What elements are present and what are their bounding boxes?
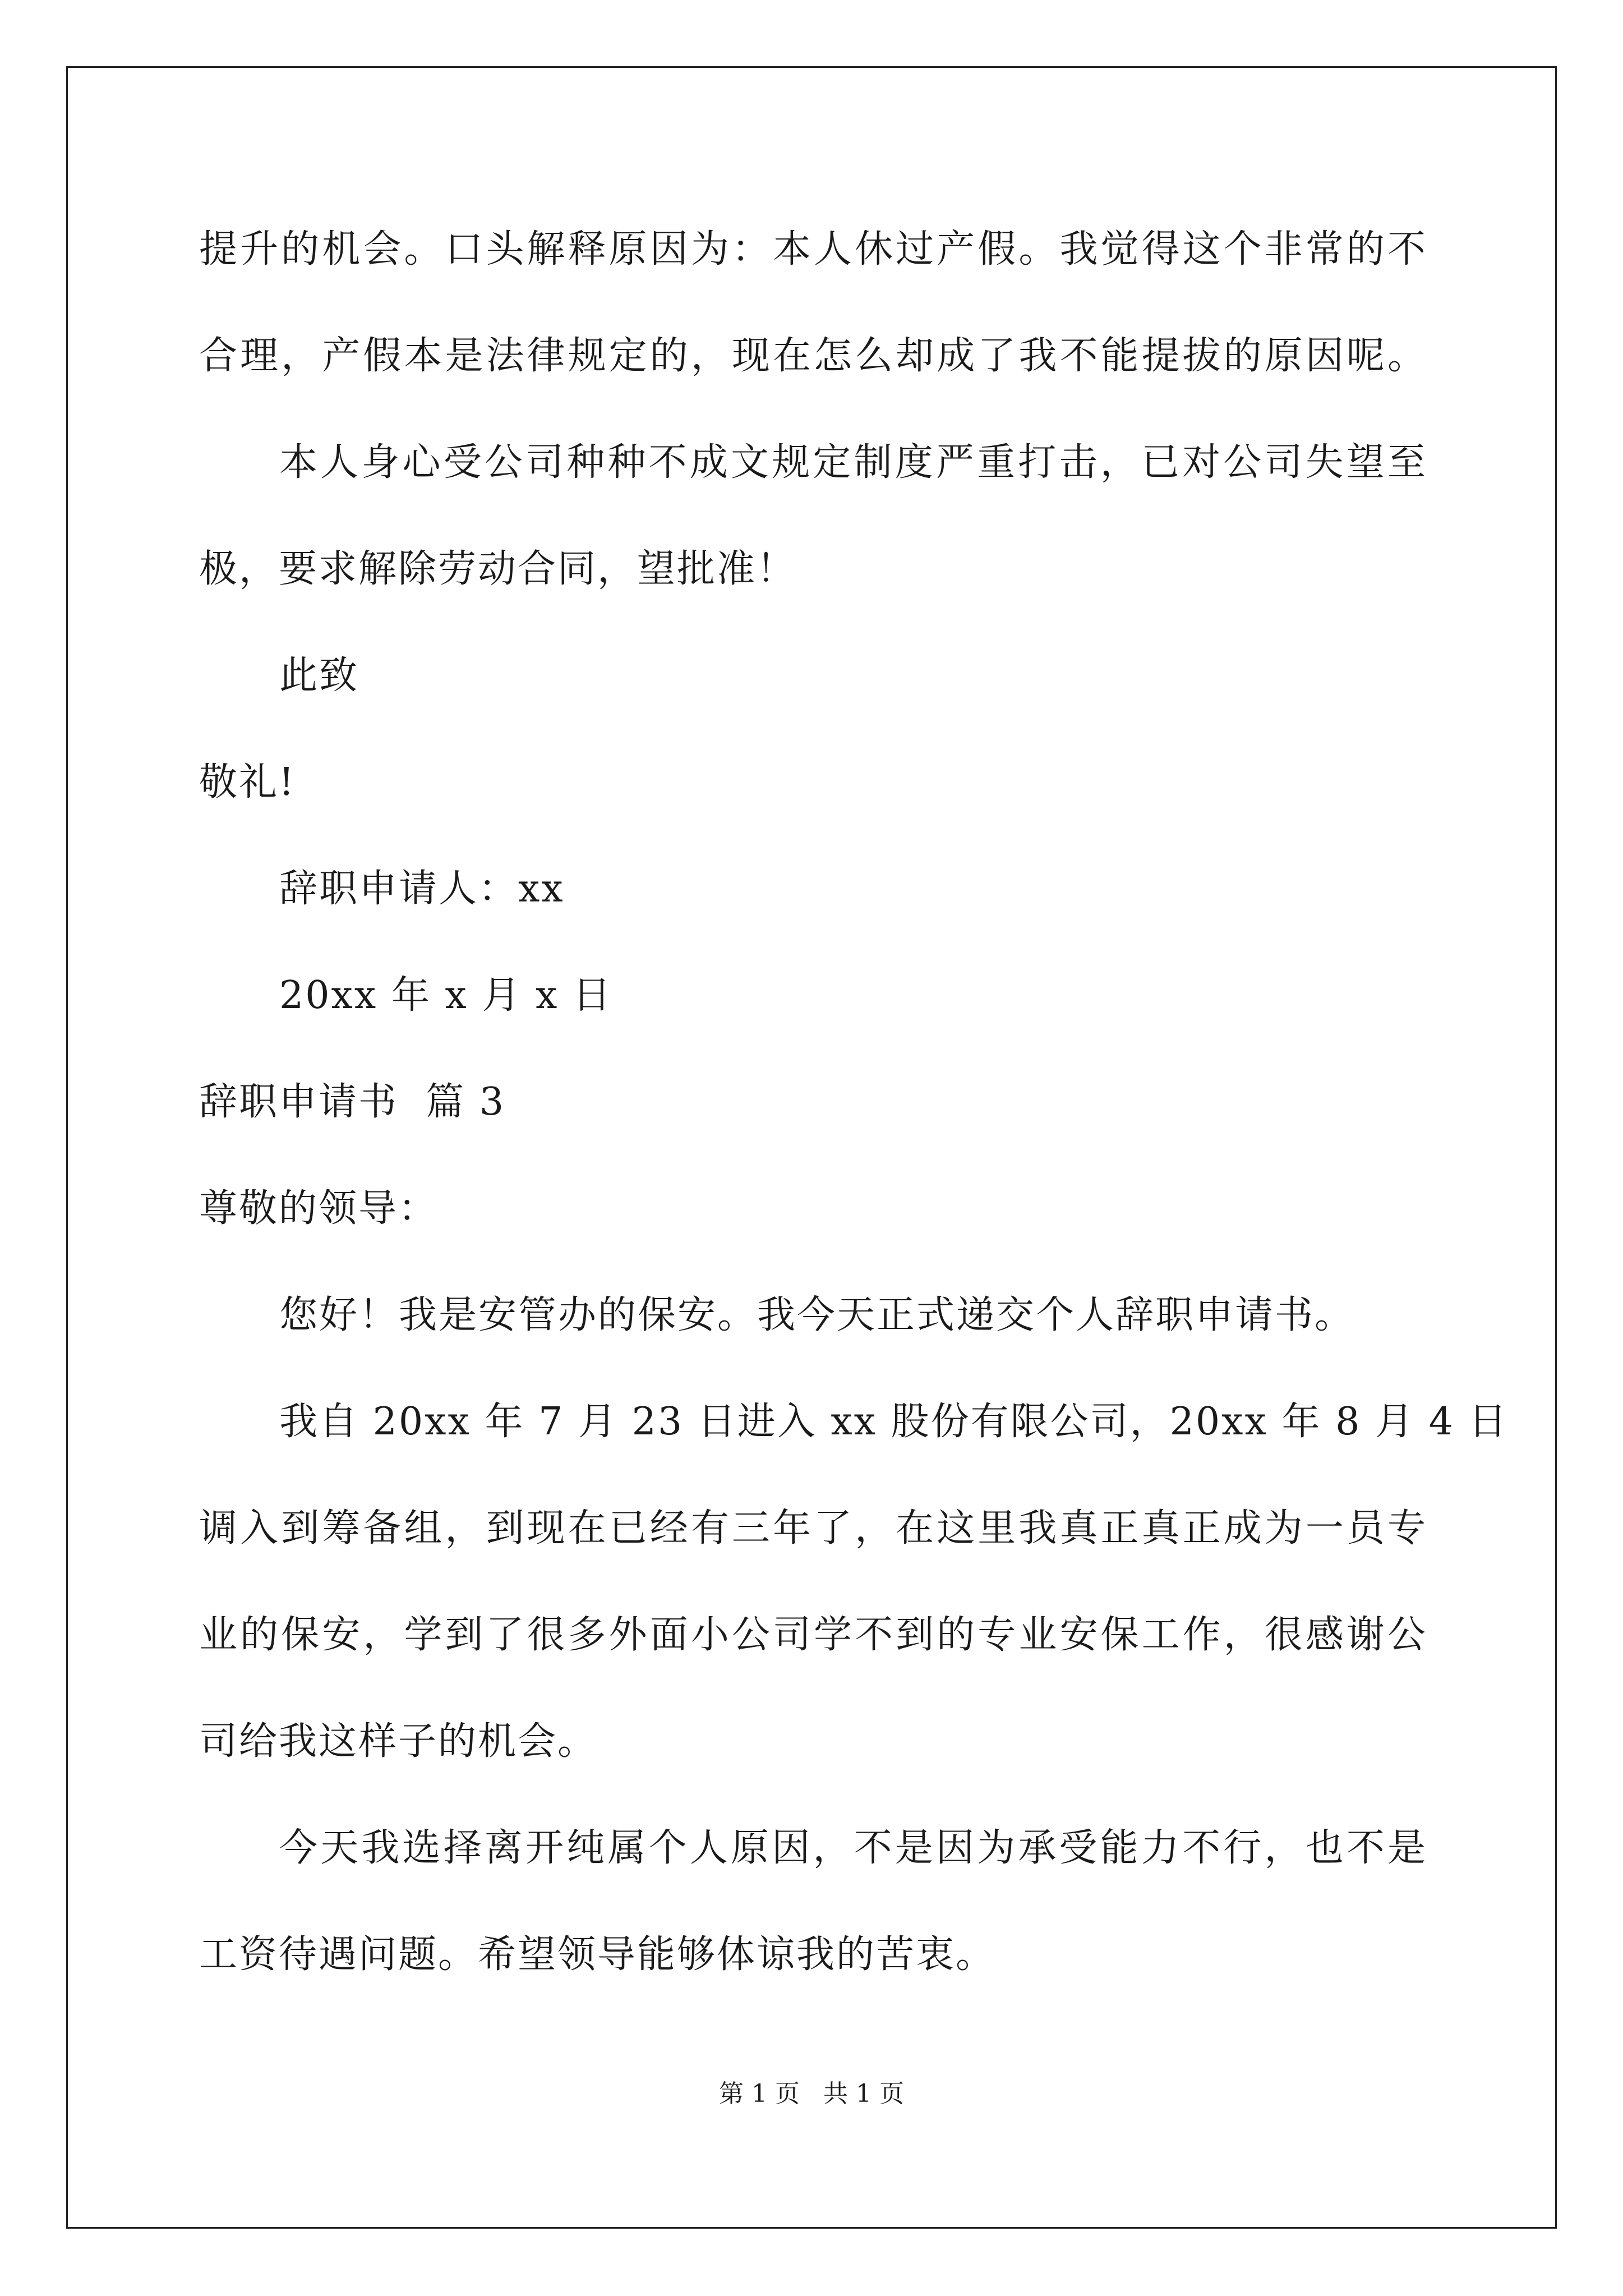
signature-date: 20xx 年 x 月 x 日 (279, 973, 613, 1018)
body-line-2: 合理，产假本是法律规定的，现在怎么却成了我不能提拔的原因呢。 (199, 334, 1427, 378)
body-line-5: 您好！我是安管办的保安。我今天正式递交个人辞职申请书。 (279, 1293, 1355, 1337)
body-line-3: 本人身心受公司种种不成文规定制度严重打击，已对公司失望至 (279, 440, 1427, 485)
closing-salutation: 此致 (279, 654, 359, 698)
greeting: 尊敬的领导： (199, 1186, 439, 1231)
body-line-9: 司给我这样子的机会。 (199, 1719, 598, 1764)
body-line-10: 今天我选择离开纯属个人原因，不是因为承受能力不行，也不是 (279, 1826, 1427, 1870)
page-frame (66, 66, 1557, 2229)
closing-regards: 敬礼! (199, 760, 296, 804)
body-line-6: 我自 20xx 年 7 月 23 日进入 xx 股份有限公司，20xx 年 8 月 4 日 (279, 1400, 1509, 1444)
section-heading: 辞职申请书 篇 3 (199, 1080, 506, 1124)
body-line-1: 提升的机会。口头解释原因为：本人休过产假。我觉得这个非常的不 (199, 227, 1427, 272)
page-number-footer: 第 1 页 共 1 页 (719, 2079, 904, 2108)
body-line-4: 极，要求解除劳动合同，望批准！ (199, 547, 797, 591)
signature-applicant: 辞职申请人：xx (279, 867, 565, 911)
body-line-11: 工资待遇问题。希望领导能够体谅我的苦衷。 (199, 1932, 996, 1977)
body-line-8: 业的保安，学到了很多外面小公司学不到的专业安保工作，很感谢公 (199, 1613, 1427, 1657)
body-line-7: 调入到筹备组，到现在已经有三年了，在这里我真正真正成为一员专 (199, 1506, 1427, 1550)
